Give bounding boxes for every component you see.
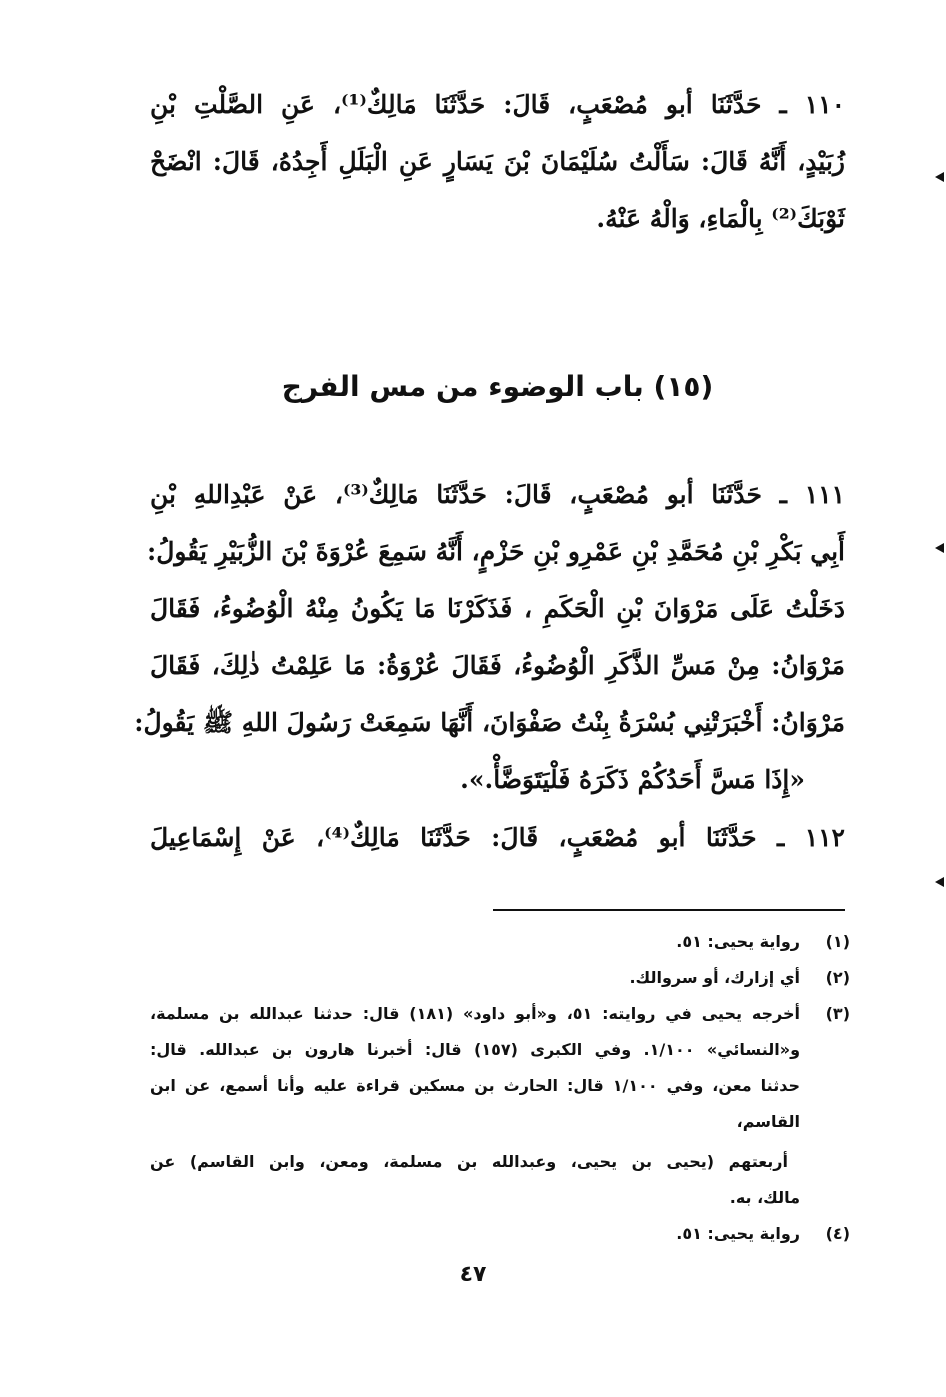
footnote-2 (150, 960, 850, 996)
footnote-text: رواية يحيى: ٥١. (676, 932, 800, 951)
hadith-111 (134, 466, 845, 808)
hadith-111-line-3: دَخَلْتُ عَلَى مَرْوَانَ بْنِ الْحَكَمِ ، فَذَكَرْنَا مَا يَكُونُ مِنْهُ الْوُضُوءُ، فَقَالَ (150, 594, 845, 623)
scan-edge-mark (935, 172, 944, 182)
footnotes (150, 924, 850, 1252)
footnote-number: (١) (825, 932, 850, 951)
footnote-number: (٣) (825, 1004, 850, 1023)
hadith-110-line-1: ١١٠ ـ حَدَّثَنَا أبو مُصْعَبٍ، قَالَ: حَدَّثَنَا مَالِكٌ⁽¹⁾، عَنِ الصَّلْتِ بْنِ (150, 90, 846, 119)
hadith-111-line-4: مَرْوَانُ: مِنْ مَسِّ الذَّكَرِ الْوُضُوءُ، فَقَالَ عُرْوَةُ: مَا عَلِمْتُ ذٰلِكَ، فَقَالَ (150, 651, 845, 680)
footnote-text: مالك، به. (729, 1188, 800, 1207)
footnote-3-continuation (150, 1144, 800, 1216)
hadith-112 (150, 809, 845, 866)
hadith-110-line-3: ثَوْبَكَ⁽²⁾ بِالْمَاءِ، وَالْهُ عَنْهُ. (596, 204, 845, 233)
hadith-111-line-5: مَرْوَانُ: أَخْبَرَتْنِي بُسْرَةُ بِنْتُ صَفْوَانَ، أَنَّهَا سَمِعَتْ رَسُولَ اللهِ ﷺ يَقُولُ: (134, 708, 845, 737)
footnote-divider (493, 909, 845, 911)
hadith-111-line-6: «إِذَا مَسَّ أَحَدُكُمْ ذَكَرَهُ فَلْيَتَوَضَّأْ.». (460, 765, 805, 794)
footnote-text: أربعتهم (يحيى بن يحيى، وعبدالله بن مسلمة، ومعن، وابن القاسم) عن (150, 1152, 788, 1171)
hadith-112-line-1: ١١٢ ـ حَدَّثَنَا أبو مُصْعَبٍ، قَالَ: حَدَّثَنَا مَالِكٌ⁽⁴⁾، عَنْ إِسْمَاعِيلَ (150, 823, 845, 852)
chapter-heading: (١٥) باب الوضوء من مس الفرج (281, 370, 714, 403)
footnote-3 (150, 996, 850, 1216)
hadith-111-line-1: ١١١ ـ حَدَّثَنَا أبو مُصْعَبٍ، قَالَ: حَدَّثَنَا مَالِكٌ⁽³⁾، عَنْ عَبْدِاللهِ بْنِ (150, 480, 845, 509)
footnote-number: (٢) (825, 968, 850, 987)
page-number: ٤٧ (459, 1262, 487, 1287)
footnote-1 (150, 924, 850, 960)
hadith-111-line-2: أَبِي بَكْرِ بْنِ مُحَمَّدِ بْنِ عَمْرِو بْنِ حَزْمٍ، أَنَّهُ سَمِعَ عُرْوَةَ بْنَ الزُّبَيْرِ يَقُولُ: (147, 537, 845, 566)
footnote-text: أي إزارك، أو سروالك. (629, 968, 800, 987)
footnote-text: رواية يحيى: ٥١. (676, 1224, 800, 1243)
footnote-text: و«النسائي» ١/١٠٠. وفي الكبرى (١٥٧) قال: أخبرنا هارون بن عبدالله. قال: (150, 1040, 801, 1059)
footnote-text: أخرجه يحيى في روايته: ٥١، و«أبو داود» (١٨١) قال: حدثنا عبدالله بن مسلمة، (150, 1004, 801, 1023)
footnote-4 (150, 1216, 850, 1252)
hadith-110-line-2: زُبَيْدٍ، أَنَّهُ قَالَ: سَأَلْتُ سُلَيْمَانَ بْنَ يَسَارٍ عَنِ الْبَلَلِ أَجِدُهُ، قَالَ: انْضَحْ (150, 147, 845, 176)
scan-edge-mark (935, 543, 944, 553)
footnote-text: حدثنا معن، وفي ١/١٠٠ قال: الحارث بن مسكين قراءة عليه وأنا أسمع، عن ابن (150, 1076, 800, 1095)
footnote-text: القاسم، (736, 1112, 800, 1131)
footnote-number: (٤) (825, 1224, 850, 1243)
hadith-110 (150, 76, 845, 247)
scan-edge-mark (935, 877, 944, 887)
